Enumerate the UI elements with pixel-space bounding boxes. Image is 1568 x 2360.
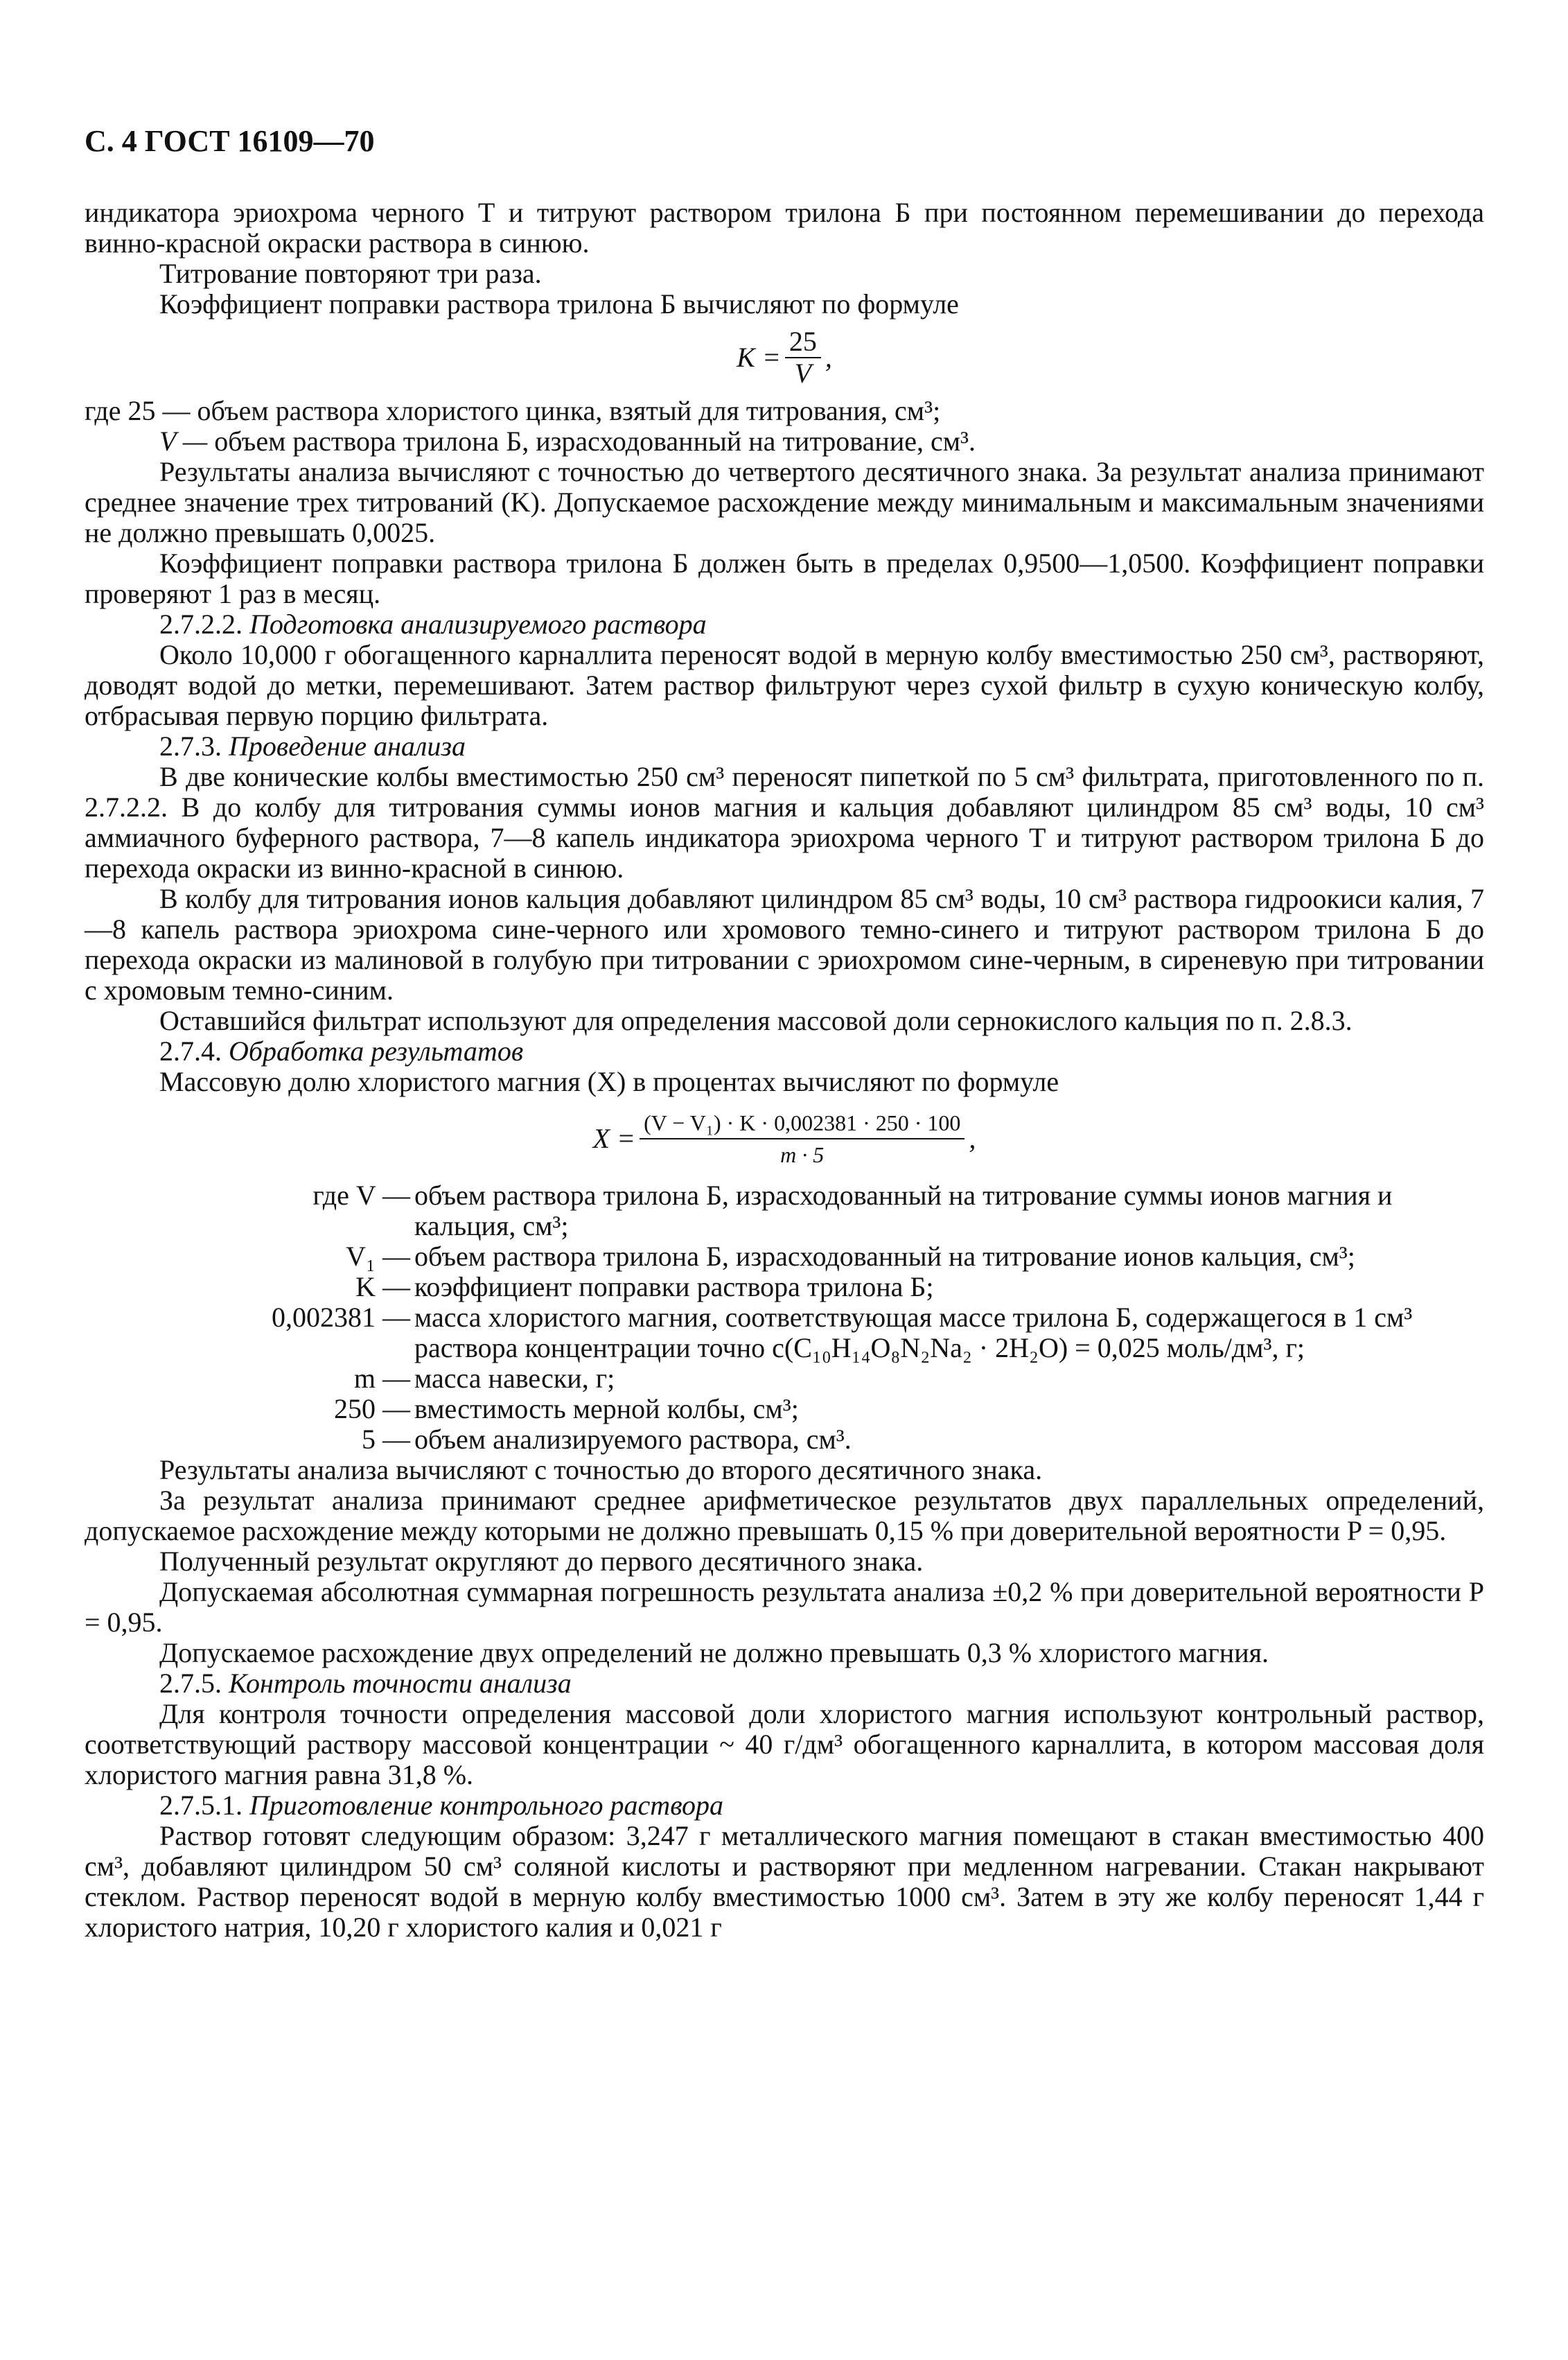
- legend-text: объем раствора трилона Б, израсходованный на титрование, см³.: [214, 426, 976, 457]
- legend-symbol: 5 —: [362, 1424, 410, 1455]
- legend-symbol: V —: [159, 426, 208, 457]
- formula-legend: [85, 396, 1484, 457]
- formula-fraction: [785, 326, 821, 389]
- paragraph: Коэффициент поправки раствора трилона Б вычисляют по формуле: [159, 288, 959, 320]
- paragraph: Результаты анализа вычисляют с точностью до четвертого десятичного знака. За результат анализа принимают среднее значение трех титрований (K). Допускаемое расхождение между минимальным и максимальным значениями не должно превышать 0,0025.: [85, 456, 1484, 548]
- paragraph: Массовую долю хлористого магния (X) в процентах вычисляют по формуле: [159, 1066, 1059, 1097]
- legend-text: масса навески, г;: [414, 1363, 615, 1394]
- formula-x: [85, 1097, 1484, 1180]
- paragraph: Раствор готовят следующим образом: 3,247 г металлического магния помещают в стакан вместимостью 400 см³, добавляют цилиндром 50 см³ соляной кислоты и растворяют при медленном нагревании. Стакан накрывают стеклом. Раствор переносят водой в мерную колбу вместимостью 1000 см³. Затем в эту же колбу переносят 1,44 г хлористого натрия, 10,20 г хлористого калия и 0,021 г: [85, 1820, 1484, 1943]
- page-header: С. 4 ГОСТ 16109—70: [85, 124, 375, 158]
- legend-row: [85, 1394, 1484, 1424]
- section-heading: [85, 1668, 1484, 1699]
- legend-row: [85, 1363, 1484, 1394]
- paragraph: За результат анализа принимают среднее арифметическое результатов двух параллельных определений, допускаемое расхождение между которыми не должно превышать 0,15 % при доверительной вероятности P = 0,95.: [85, 1485, 1484, 1546]
- paragraph: Полученный результат округляют до первого десятичного знака.: [159, 1546, 924, 1577]
- paragraph: индикатора эриохрома черного Т и титруют раствором трилона Б при постоянном перемешивании до перехода винно-красной окраски раствора в синюю.: [85, 197, 1484, 259]
- legend-text: вместимость мерной колбы, см³;: [414, 1393, 799, 1424]
- legend-row: [85, 426, 1484, 457]
- formula-legend: [85, 1180, 1484, 1455]
- paragraph: Для контроля точности определения массовой доли хлористого магния используют контрольный раствор, соответствующий раствору массовой концентрации ~ 40 г/дм³ обогащенного карналлита, в котором массовая доля хлористого магния равна 31,8 %.: [85, 1698, 1484, 1790]
- paragraph: Около 10,000 г обогащенного карналлита переносят водой в мерную колбу вместимостью 250 см³, растворяют, доводят водой до метки, перемешивают. Затем раствор фильтруют через сухой фильтр в сухую коническую колбу, отбрасывая первую порцию фильтрата.: [85, 639, 1484, 731]
- legend-symbol: где 25 —: [85, 395, 191, 426]
- formula-fraction: [640, 1108, 964, 1170]
- legend-symbol: где V —: [312, 1180, 410, 1211]
- section-number: 2.7.5.1.: [159, 1790, 243, 1821]
- paragraph: Оставшийся фильтрат используют для определения массовой доли сернокислого кальция по п. 2.8.3.: [159, 1005, 1353, 1036]
- legend-text: объем раствора хлористого цинка, взятый для титрования, см³;: [197, 395, 941, 426]
- paragraph: Допускаемая абсолютная суммарная погрешность результата анализа ±0,2 % при доверительной вероятности P = 0,95.: [85, 1576, 1484, 1638]
- paragraph: Титрование повторяют три раза.: [159, 258, 542, 289]
- legend-row: [85, 1272, 1484, 1302]
- legend-row: [85, 1241, 1484, 1272]
- formula-denominator: V: [794, 358, 812, 389]
- formula-numerator: (V − V₁) · K · 0,002381 · 250 · 100: [640, 1108, 964, 1139]
- legend-text: масса хлористого магния, соответствующая массе трилона Б, содержащегося в 1 см³ раствора концентрации точно c(C₁₀H₁₄O₈N₂Na₂ · 2H₂O) = 0,025 моль/дм³, г;: [414, 1302, 1413, 1363]
- legend-row: [85, 1302, 1484, 1363]
- paragraph: В колбу для титрования ионов кальция добавляют цилиндром 85 см³ воды, 10 см³ раствора гидроокиси калия, 7—8 капель раствора эриохрома сине-черного или хромового темно-синего и титруют раствором трилона Б до перехода окраски из малиновой в голубую при титровании с эриохромом сине-черным, в сиреневую при титровании с хромовым темно-синим.: [85, 883, 1484, 1006]
- legend-text: коэффициент поправки раствора трилона Б;: [414, 1271, 934, 1302]
- legend-symbol: V₁ —: [346, 1241, 410, 1272]
- document-body: [85, 198, 1484, 1943]
- section-title: Контроль точности анализа: [229, 1668, 572, 1699]
- legend-text: объем раствора трилона Б, израсходованный на титрование суммы ионов магния и кальция, см³;: [414, 1180, 1393, 1241]
- section-heading: [85, 609, 1484, 640]
- section-heading: [85, 1036, 1484, 1067]
- section-number: 2.7.4.: [159, 1035, 222, 1067]
- section-title: Проведение анализа: [229, 731, 466, 762]
- formula-tail: ,: [825, 342, 832, 373]
- legend-text: объем раствора трилона Б, израсходованный на титрование ионов кальция, см³;: [414, 1241, 1355, 1272]
- section-number: 2.7.5.: [159, 1668, 222, 1699]
- formula-numerator: 25: [785, 326, 821, 358]
- section-title: Обработка результатов: [229, 1035, 524, 1067]
- paragraph: Результаты анализа вычисляют с точностью до второго десятичного знака.: [159, 1454, 1043, 1485]
- paragraph: Коэффициент поправки раствора трилона Б должен быть в пределах 0,9500—1,0500. Коэффициент поправки проверяют 1 раз в месяц.: [85, 548, 1484, 609]
- formula-k: [85, 320, 1484, 396]
- legend-row: [85, 396, 1484, 426]
- section-title: Приготовление контрольного раствора: [249, 1790, 724, 1821]
- section-title: Подготовка анализируемого раствора: [249, 609, 707, 640]
- legend-symbol: 0,002381 —: [272, 1302, 410, 1333]
- legend-symbol: m —: [353, 1363, 410, 1394]
- legend-symbol: 250 —: [334, 1393, 410, 1424]
- formula-lhs: K =: [737, 342, 781, 373]
- section-number: 2.7.2.2.: [159, 609, 243, 640]
- section-heading: [85, 731, 1484, 762]
- legend-symbol: K —: [355, 1271, 410, 1302]
- formula-denominator: m · 5: [780, 1142, 825, 1167]
- legend-row: [85, 1424, 1484, 1455]
- formula-tail: ,: [969, 1123, 976, 1154]
- legend-text: объем анализируемого раствора, см³.: [414, 1424, 852, 1455]
- paragraph: Допускаемое расхождение двух определений не должно превышать 0,3 % хлористого магния.: [159, 1637, 1269, 1668]
- section-heading: [85, 1790, 1484, 1821]
- section-number: 2.7.3.: [159, 731, 222, 762]
- formula-lhs: X =: [592, 1123, 636, 1154]
- legend-row: [85, 1180, 1484, 1241]
- paragraph: В две конические колбы вместимостью 250 см³ переносят пипеткой по 5 см³ фильтрата, приготовленного по п. 2.7.2.2. В до колбу для титрования суммы ионов магния и кальция добавляют цилиндром 85 см³ воды, 10 см³ аммиачного буферного раствора, 7—8 капель индикатора эриохрома черного Т и титруют раствором трилона Б до перехода окраски из винно-красной в синюю.: [85, 761, 1484, 884]
